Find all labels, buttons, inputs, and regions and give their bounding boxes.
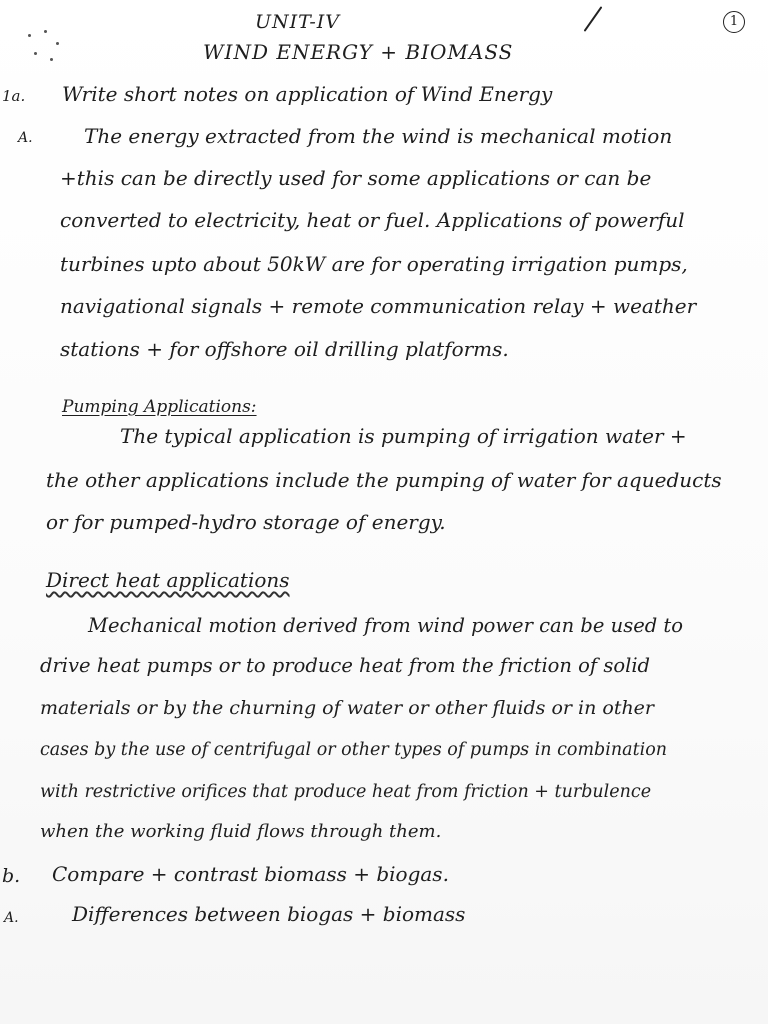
answer-line: converted to electricity, heat or fuel. Applications of powerful bbox=[60, 208, 685, 232]
section-heading: Pumping Applications: bbox=[62, 397, 257, 417]
answer-line: with restrictive orifices that produce heat from friction + turbulence bbox=[40, 782, 652, 802]
section-heading: Direct heat applications bbox=[46, 568, 290, 592]
answer-line: cases by the use of centrifugal or other types of pumps in combination bbox=[40, 740, 668, 760]
answer-line: the other applications include the pumping of water for aqueducts bbox=[46, 468, 722, 492]
question-text: Write short notes on application of Wind Energy bbox=[62, 82, 553, 106]
margin-dots bbox=[26, 28, 66, 68]
answer-line: materials or by the churning of water or other fluids or in other bbox=[40, 697, 655, 719]
page-number: 1 bbox=[723, 11, 745, 33]
answer-marker: A. bbox=[4, 910, 19, 926]
answer-line: +this can be directly used for some applications or can be bbox=[60, 166, 652, 190]
check-mark-icon bbox=[584, 6, 603, 32]
answer-line: when the working fluid flows through them. bbox=[40, 821, 442, 842]
answer-line: Differences between biogas + biomass bbox=[72, 902, 466, 926]
answer-line: Mechanical motion derived from wind power can be used to bbox=[88, 614, 684, 637]
unit-title: UNIT-IV bbox=[255, 11, 341, 33]
answer-marker: A. bbox=[18, 130, 33, 146]
question-number: b. bbox=[2, 865, 21, 887]
answer-line: navigational signals + remote communication relay + weather bbox=[60, 294, 697, 318]
answer-line: The typical application is pumping of irrigation water + bbox=[120, 424, 687, 448]
answer-line: stations + for offshore oil drilling platforms. bbox=[60, 337, 509, 361]
answer-line: or for pumped-hydro storage of energy. bbox=[46, 510, 446, 534]
answer-line: turbines upto about 50kW are for operating irrigation pumps, bbox=[60, 252, 688, 276]
answer-line: drive heat pumps or to produce heat from the friction of solid bbox=[40, 654, 651, 677]
answer-line: The energy extracted from the wind is mechanical motion bbox=[84, 124, 673, 148]
page-title: WIND ENERGY + BIOMASS bbox=[203, 40, 514, 64]
question-text: Compare + contrast biomass + biogas. bbox=[52, 862, 449, 886]
question-number: 1a. bbox=[2, 87, 26, 105]
